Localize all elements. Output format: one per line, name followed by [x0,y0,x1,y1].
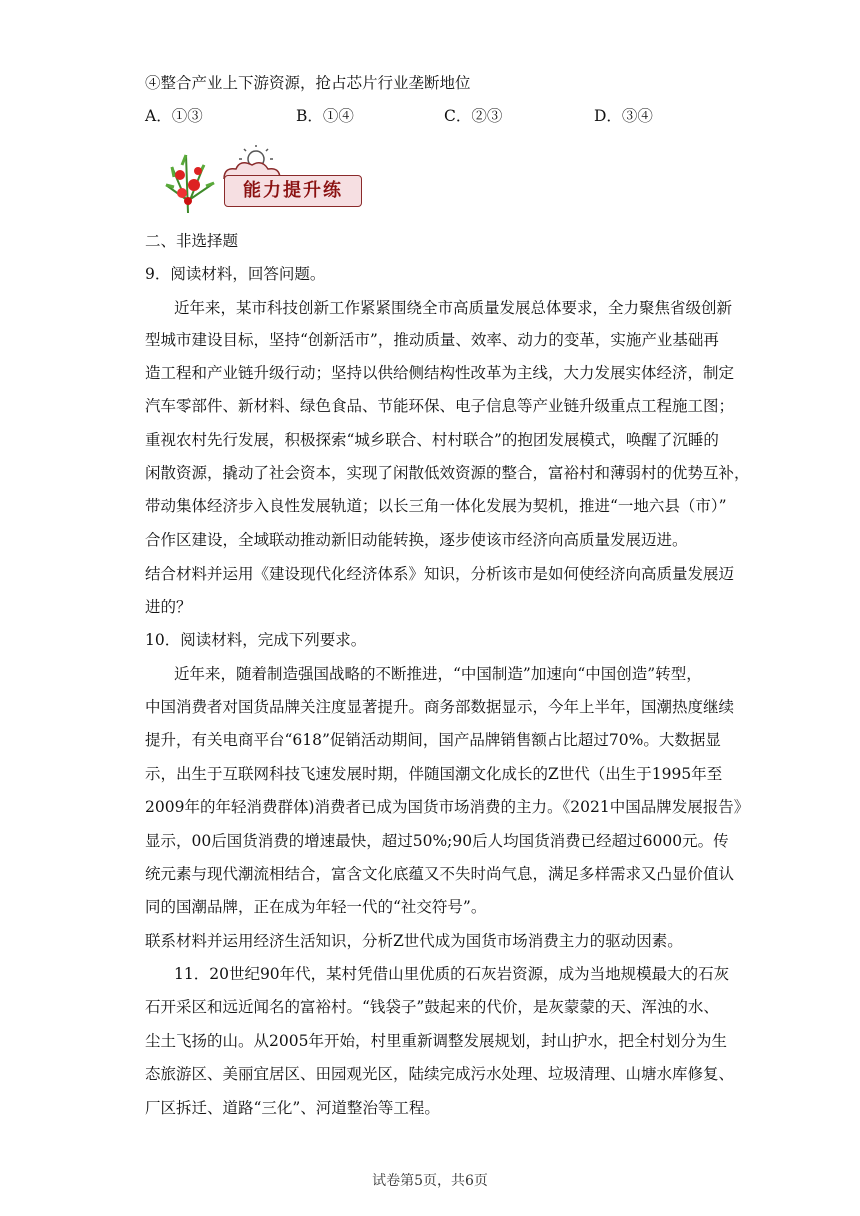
q9-material-line: 合作区建设，全域联动推动新旧动能转换，逐步使该市经济向高质量发展迈进。 [145,531,688,549]
q10-material-line: 中国消费者对国货品牌关注度显著提升。商务部数据显示，今年上半年，国潮热度继续 [145,698,735,716]
q10-material-line: 提升，有关电商平台“618”促销活动期间，国产品牌销售额占比超过70%。大数据显 [145,731,721,749]
choice-b: B．①④ [296,107,354,125]
q11-material-line: 11．20世纪90年代，某村凭借山里优质的石灰岩资源，成为当地规模最大的石灰 [174,965,730,983]
q10-material-line: 近年来，随着制造强国战略的不断推进，“中国制造”加速向“中国创造”转型， [174,665,702,683]
q10-material-line: 示，出生于互联网科技飞速发展时期，伴随国潮文化成长的Z世代（出生于1995年至 [145,765,723,783]
q11-material-line: 石开采区和远近闻名的富裕村。“钱袋子”鼓起来的代价，是灰蒙蒙的天、浑浊的水、 [145,998,719,1016]
page-footer: 试卷第5页，共6页 [372,1173,488,1189]
q10-question: 联系材料并运用经济生活知识，分析Z世代成为国货市场消费主力的驱动因素。 [145,932,683,950]
q9-stem: 9．阅读材料，回答问题。 [145,265,326,283]
q10-material-line: 同的国潮品牌，正在成为年轻一代的“社交符号”。 [145,898,487,916]
choice-c: C．②③ [444,107,503,125]
q9-question-line: 结合材料并运用《建设现代化经济体系》知识，分析该市是如何使经济向高质量发展迈 [145,565,735,583]
ability-banner [158,145,366,215]
flower-icon [158,145,228,215]
q9-material-line: 带动集体经济步入良性发展轨道；以长三角一体化发展为契机，推进“一地六县（市）” [145,497,727,515]
q10-material-line: 显示，00后国货消费的增速最快，超过50%;90后人均国货消费已经超过6000元。传 [145,832,729,850]
q9-material-line: 近年来，某市科技创新工作紧紧围绕全市高质量发展总体要求，全力聚焦省级创新 [174,299,733,317]
q9-material-line: 重视农村先行发展，积极探索“城乡联合、村村联合”的抱团发展模式，唤醒了沉睡的 [145,431,719,449]
q11-material-line: 厂区拆迁、道路“三化”、河道整治等工程。 [145,1099,440,1117]
section-heading: 二、非选择题 [145,232,239,250]
q9-material-line: 汽车零部件、新材料、绿色食品、节能环保、电子信息等产业链升级重点工程施工图； [145,397,735,415]
q10-material-line: 统元素与现代潮流相结合，富含文化底蕴又不失时尚气息，满足多样需求又凸显价值认 [145,865,735,883]
choice-a: A．①③ [145,107,203,125]
q11-material-line: 态旅游区、美丽宜居区、田园观光区，陆续完成污水处理、垃圾清理、山塘水库修复、 [145,1065,735,1083]
q10-stem: 10．阅读材料，完成下列要求。 [145,631,367,649]
q9-material-line: 闲散资源，撬动了社会资本，实现了闲散低效资源的整合，富裕村和薄弱村的优势互补， [145,464,750,482]
q9-question-line: 进的？ [145,598,192,616]
q11-material-line: 尘土飞扬的山。从2005年开始，村里重新调整发展规划，封山护水，把全村划分为生 [145,1032,727,1050]
q9-material-line: 造工程和产业链升级行动；坚持以供给侧结构性改革为主线，大力发展实体经济，制定 [145,364,735,382]
choice-d: D．③④ [594,107,653,125]
q10-material-line: 2009年的年轻消费群体)消费者已成为国货市场消费的主力。《2021中国品牌发展报告》 [145,798,750,816]
option-item-4: ④整合产业上下游资源，抢占芯片行业垄断地位 [145,74,471,92]
q9-material-line: 型城市建设目标，坚持“创新活市”，推动质量、效率、动力的变革，实施产业基础再 [145,331,719,349]
banner-title: 能力提升练 [224,175,362,207]
